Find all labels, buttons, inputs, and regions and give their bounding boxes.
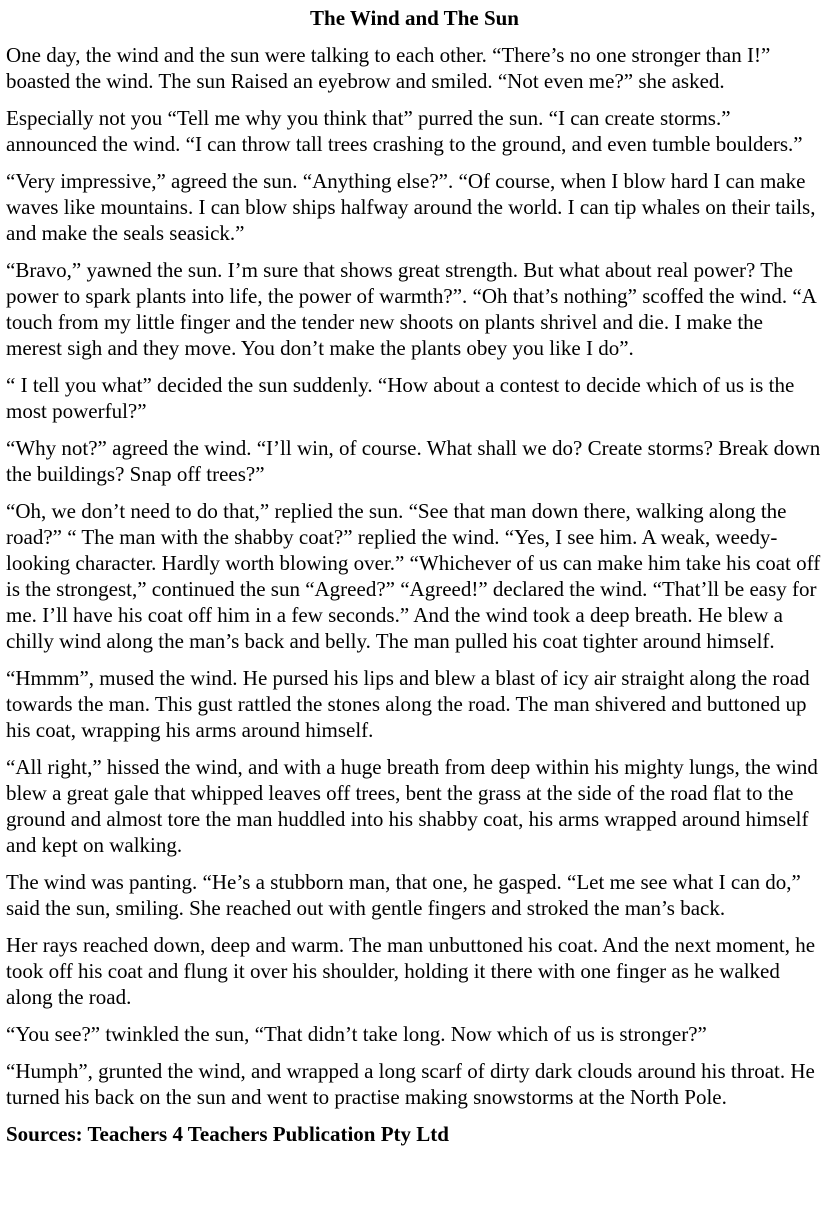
document-title: The Wind and The Sun: [310, 6, 519, 30]
story-paragraph-3: “Very impressive,” agreed the sun. “Anything else?”. “Of course, when I blow hard I can make waves like mountains. I can blow ships halfway around the world. I can tip whales on their tails, and make the seals seasick.”: [6, 169, 816, 245]
story-paragraph-10: The wind was panting. “He’s a stubborn man, that one, he gasped. “Let me see what I can do,” said the sun, smiling. She reached out with gentle fingers and stroked the man’s back.: [6, 870, 801, 920]
story-paragraph-8: “Hmmm”, mused the wind. He pursed his lips and blew a blast of icy air straight along the road towards the man. This gust rattled the stones along the road. The man shivered and buttoned up his coat, wrapping his arms around himself.: [6, 666, 810, 742]
story-paragraph-4: “Bravo,” yawned the sun. I’m sure that shows great strength. But what about real power? The power to spark plants into life, the power of warmth?”. “Oh that’s nothing” scoffed the wind. “A touch from my little finger and the tender new shoots on plants shrivel and die. I make the merest sigh and they move. You don’t make the plants obey you like I do”.: [6, 258, 816, 360]
story-paragraph-12: “You see?” twinkled the sun, “That didn’t take long. Now which of us is stronger?”: [6, 1022, 707, 1046]
source-line: Sources: Teachers 4 Teachers Publication Pty Ltd: [6, 1122, 449, 1146]
story-paragraph-1: One day, the wind and the sun were talking to each other. “There’s no one stronger than I!” boasted the wind. The sun Raised an eyebrow and smiled. “Not even me?” she asked.: [6, 43, 771, 93]
story-paragraph-7: “Oh, we don’t need to do that,” replied the sun. “See that man down there, walking along the road?” “ The man with the shabby coat?” replied the wind. “Yes, I see him. A weak, weedy-looking character. Hardly worth blowing over.” “Whichever of us can make him take his coat off is the strongest,” continued the sun “Agreed?” “Agreed!” declared the wind. “That’ll be easy for me. I’ll have his coat off him in a few seconds.” And the wind took a deep breath. He blew a chilly wind along the man’s back and belly. The man pulled his coat tighter around himself.: [6, 499, 821, 653]
story-paragraph-13: “Humph”, grunted the wind, and wrapped a long scarf of dirty dark clouds around his throat. He turned his back on the sun and went to practise making snowstorms at the North Pole.: [6, 1059, 815, 1109]
story-paragraph-2: Especially not you “Tell me why you think that” purred the sun. “I can create storms.” announced the wind. “I can throw tall trees crashing to the ground, and even tumble boulders.”: [6, 106, 803, 156]
story-paragraph-9: “All right,” hissed the wind, and with a huge breath from deep within his mighty lungs, the wind blew a great gale that whipped leaves off trees, bent the grass at the side of the road flat to the ground and almost tore the man huddled into his shabby coat, his arms wrapped around himself and kept on walking.: [6, 755, 818, 857]
story-paragraph-5: “ I tell you what” decided the sun suddenly. “How about a contest to decide which of us is the most powerful?”: [6, 373, 795, 423]
story-paragraph-11: Her rays reached down, deep and warm. The man unbuttoned his coat. And the next moment, he took off his coat and flung it over his shoulder, holding it there with one finger as he walked along the road.: [6, 933, 816, 1009]
story-paragraph-6: “Why not?” agreed the wind. “I’ll win, of course. What shall we do? Create storms? Break down the buildings? Snap off trees?”: [6, 436, 821, 486]
